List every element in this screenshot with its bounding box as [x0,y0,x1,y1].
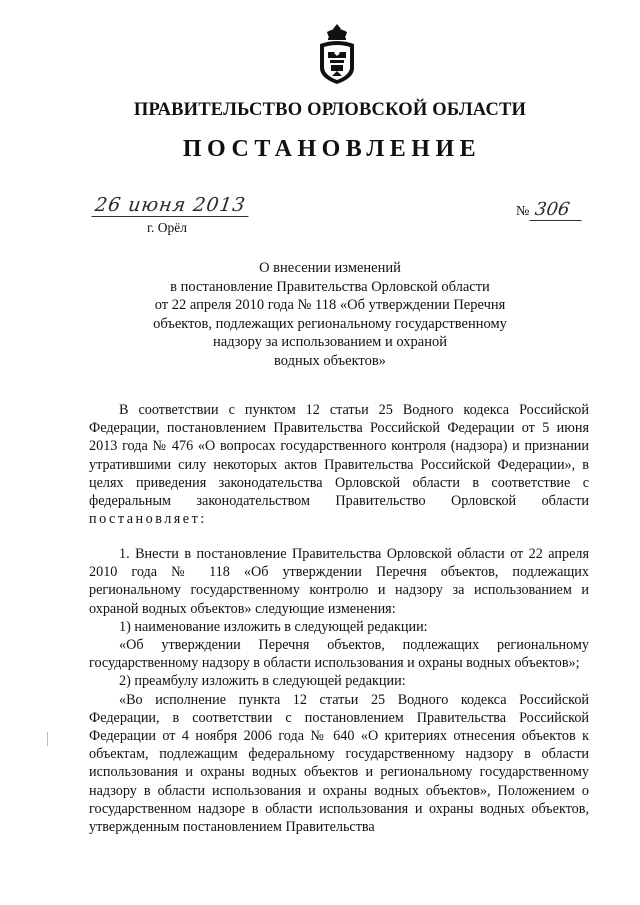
handwritten-date: 26 июня 2013 [91,194,251,217]
orel-coat-of-arms-icon [315,22,359,86]
item-paragraph: 2) преамбулу изложить в следующей редакции: [119,673,406,690]
title-line: водных объектов» [274,352,386,369]
document-number [516,199,584,221]
preamble-paragraph [89,401,589,528]
item-paragraph: 1. Внести в постановление Правительства Орловской области от 22 апреля 2010 года № 118 «Об утверждении Перечня объектов, подлежащих региональному государственному контролю и надзору за использованием и охраной водных объектов» следующие изменения: [89,546,589,617]
handwritten-number: 306 [530,199,585,221]
document-type: ПОСТАНОВЛЕНИЕ [182,136,482,162]
title-line: О внесении изменений [259,260,401,276]
item-paragraph: «Во исполнение пункта 12 статьи 25 Водного кодекса Российской Федерации, в соответствии с постановлением Правительства Российской Федерации от 4 ноября 2006 года № 640 «О критериях отнесения объектов к объектам, подлежащим федеральному государственному надзору в области использования и охраны водных объектов и региональному государственному надзору в области использования и охраны водных объектов», Положением о государственном надзоре в области использования и охраны водных объектов, утвержденным постановлением Правительства [89,691,589,836]
title-line: объектов, подлежащих региональному государственному [153,315,507,332]
number-label: № [516,204,530,219]
item-paragraph: «Об утверждении Перечня объектов, подлежащих региональному государственному надзору в области использования и охраны водных объектов»; [89,637,589,672]
preamble [89,401,589,528]
city-label: г. Орёл [147,220,187,235]
date-signature [93,194,263,220]
title-line: надзору за использованием и охраной [213,334,447,350]
decree-word: постановляет: [89,511,207,528]
preamble-text: В соответствии с пунктом 12 статьи 25 Водного кодекса Российской Федерации, постановлением Правительства Российской Федерации от 5 июня 2013 года № 476 «О вопросах государственного контроля (надзора) и признании утратившими силу некоторых актов Правительства Российской Федерации», в целях приведения законодательства Орловской области в соответствие с федеральным законодательством Правительство Орловской области [89,402,589,510]
title-line: от 22 апреля 2010 года № 118 «Об утверждении Перечня [154,297,506,313]
government-name: ПРАВИТЕЛЬСТВО ОРЛОВСКОЙ ОБЛАСТИ [133,100,527,120]
decree-items [89,545,589,836]
margin-mark [47,732,48,746]
item-paragraph: 1) наименование изложить в следующей редакции: [119,618,428,635]
document-title [140,259,520,370]
title-line: в постановление Правительства Орловской области [170,278,490,295]
